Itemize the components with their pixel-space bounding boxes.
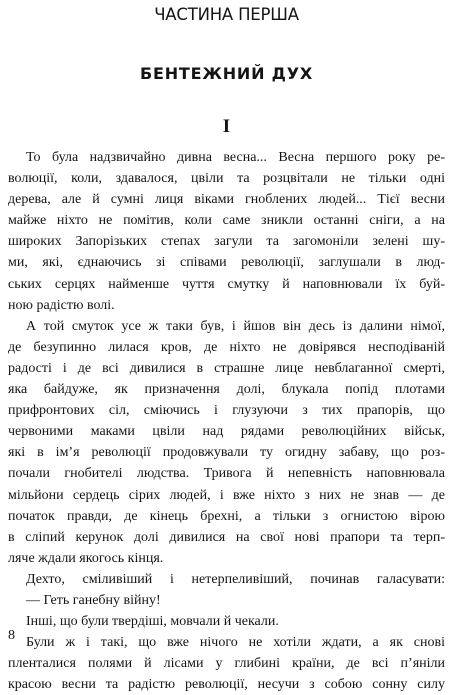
text-line: де безупинно лилася кров, де ніхто не довірявся несподіваній <box>8 339 445 355</box>
text-line: красою весни та радістю революції, несучи з собою сонну силу <box>8 677 445 693</box>
text-line: Були ж і такі, що вже нічого не хотіли ждати, а як снові <box>26 635 445 651</box>
text-line: в сліпий керунок долі дивилися на свої нові прапори та терп- <box>8 529 445 545</box>
text-line: волюції, коли, здавалося, цвіли та розцвітали не тільки одні <box>8 171 445 187</box>
page-number: 8 <box>8 628 15 643</box>
text-line: прифронтових сіл, сміючись і глузуючи з тих прапорів, що <box>8 403 445 419</box>
text-line: ною радістю волі. <box>8 297 115 313</box>
text-line: А той смуток усе ж таки був, і йшов він десь із далини німої, <box>26 318 445 334</box>
text-line: Інші, що були твердіші, мовчали й чекали. <box>26 614 279 630</box>
text-line: почали гнобителі людства. Тривога й непевність наповнювала <box>8 466 445 482</box>
text-line: червоними маками цвіли над рядами революційних військ, <box>8 424 445 440</box>
text-line: широких Запорізьких степах загули та загомоніли зелені шу- <box>8 234 445 250</box>
text-line: Дехто, сміливіший і нетерпеливіший, починав галасувати: <box>26 571 445 587</box>
text-line: пленталися полями й лісами у глибині країни, де всі п’яніли <box>8 656 445 672</box>
text-line: радості і де всі дивилися в страшне лице невблаганної смерті, <box>8 360 445 376</box>
chapter-subtitle: БЕНТЕЖНИЙ ДУХ <box>139 64 313 83</box>
text-line: То була надзвичайно дивна весна... Весна першого року ре- <box>26 150 445 165</box>
part-title: ЧАСТИНА ПЕРША <box>154 5 299 24</box>
text-line: дерева, але й сумні лиця віками гноблених людей... Тієї весни <box>8 192 445 208</box>
text-line: які в ім’я революції продовжували ту огидну забаву, що роз- <box>8 445 445 461</box>
text-line: ми, які, єднаючись зі співами революції, заглушали в люд- <box>8 255 445 271</box>
text-line: ляче ждали якогось кінця. <box>8 550 164 566</box>
text-line: майже ніхто не помітив, коли саме зникли останні сніги, а на <box>8 213 445 229</box>
body-text <box>8 147 445 695</box>
section-numeral: I <box>222 116 231 137</box>
text-line: — Геть ганебну війну! <box>26 592 161 608</box>
text-line: мільйони сердець сірих людей, і вже ніхто з них не знав — де <box>8 487 445 503</box>
text-line: ських серцях найменше чуття смутку й наповнювали їх буй- <box>8 276 445 292</box>
text-line: яка байдуже, як призначення долі, блукала попід плотами <box>8 382 445 398</box>
text-line: початок правди, де кінець брехні, а тільки з огнистою вірою <box>8 508 445 524</box>
